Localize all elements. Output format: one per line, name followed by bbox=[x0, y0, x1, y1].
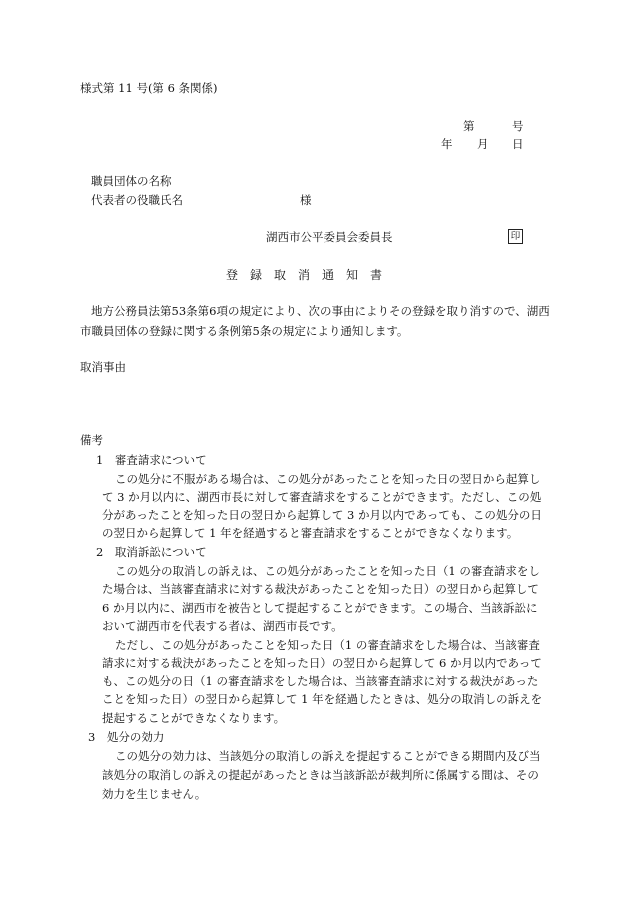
document-title: 登 録 取 消 通 知 書 bbox=[226, 268, 383, 282]
body-line-1: 地方公務員法第53条第6項の規定により、次の事由によりその登録を取り消すので、湖西 bbox=[91, 304, 550, 318]
notes-heading: 備考 bbox=[80, 433, 103, 447]
note-2b-line-3: も、この処分の日（1 の審査請求をした場合は、当該審査請求に対する裁決があった bbox=[102, 674, 539, 688]
org-name-label: 職員団体の名称 bbox=[91, 174, 172, 188]
representative-label: 代表者の役職氏名 bbox=[91, 193, 183, 207]
note-1-line-4: の翌日から起算して 1 年を経過すると審査請求をすることができなくなります。 bbox=[102, 526, 519, 540]
note-2b-line-2: 請求に対する裁決があったことを知った日）の翌日から起算して 6 か月以内であって bbox=[102, 656, 542, 670]
note-2a-line-1: この処分の取消しの訴えは、この処分があったことを知った日（1 の審査請求をし bbox=[115, 564, 540, 578]
number-dai: 第 bbox=[463, 119, 475, 133]
date-year: 年 bbox=[441, 137, 453, 151]
note-1-line-2: て 3 か月以内に、湖西市長に対して審査請求をすることができます。ただし、この処 bbox=[102, 490, 542, 504]
body-line-2: 市職員団体の登録に関する条例第5条の規定により通知します。 bbox=[80, 324, 409, 338]
note-1-line-3: 分があったことを知った日の翌日から起算して 3 か月以内であっても、この処分の日 bbox=[102, 508, 542, 522]
note-3-line-2: 該処分の取消しの訴えの提起があったときは当該訴訟が裁判所に係属する間は、その bbox=[102, 768, 539, 782]
honorific: 様 bbox=[300, 193, 312, 207]
note-3-title: 3 処分の効力 bbox=[88, 730, 165, 744]
issuer-title: 湖西市公平委員会委員長 bbox=[266, 230, 393, 244]
note-3-line-1: この処分の効力は、当該処分の取消しの訴えを提起することができる期間内及び当 bbox=[115, 749, 541, 763]
note-2b-line-5: 提起することができなくなります。 bbox=[102, 711, 286, 725]
note-2a-line-3: 6 か月以内に、湖西市を被告として提起することができます。この場合、当該訴訟に bbox=[102, 601, 538, 615]
reason-label: 取消事由 bbox=[80, 360, 126, 374]
note-2-title: 2 取消訴訟について bbox=[96, 545, 207, 559]
note-2b-line-4: ことを知った日）の翌日から起算して 1 年を経過したときは、処分の取消しの訴えを bbox=[102, 692, 543, 706]
note-2a-line-2: た場合は、当該審査請求に対する裁決があったことを知った日）の翌日から起算して bbox=[102, 582, 539, 596]
date-day: 日 bbox=[512, 137, 524, 151]
number-go: 号 bbox=[512, 119, 524, 133]
note-3-line-3: 効力を生じません。 bbox=[102, 787, 207, 801]
note-2a-line-4: おいて湖西市を代表する者は、湖西市長です。 bbox=[102, 619, 343, 633]
note-1-title: 1 審査請求について bbox=[96, 453, 207, 467]
date-month: 月 bbox=[477, 137, 489, 151]
form-number: 様式第 11 号(第 6 条関係) bbox=[80, 81, 218, 95]
note-2b-line-1: ただし、この処分があったことを知った日（1 の審査請求をした場合は、当該審査 bbox=[115, 638, 540, 652]
seal-mark: 印 bbox=[508, 229, 523, 244]
note-1-line-1: この処分に不服がある場合は、この処分があったことを知った日の翌日から起算し bbox=[115, 472, 541, 486]
